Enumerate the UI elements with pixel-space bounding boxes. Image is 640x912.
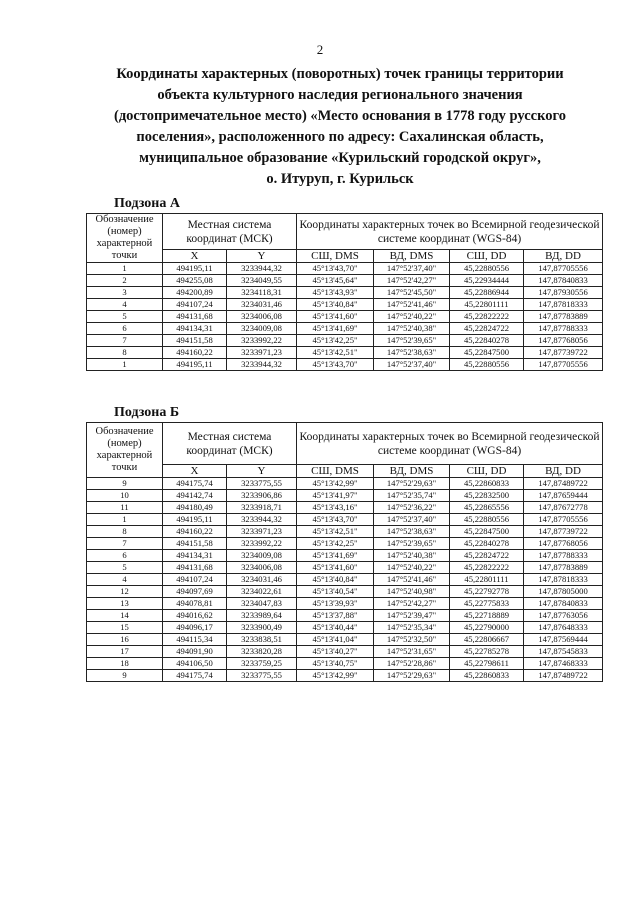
- cell-lon-dms: 147°52'39,65": [374, 538, 450, 550]
- cell-lon-dms: 147°52'45,50": [374, 287, 450, 299]
- cell-y: 3234049,55: [227, 275, 297, 287]
- header-wgs: Координаты характерных точек во Всемирной геодезической системе координат (WGS-84): [297, 423, 603, 465]
- cell-lon-dd: 147,87768056: [524, 538, 603, 550]
- cell-lon-dd: 147,87489722: [524, 478, 603, 490]
- document-title: [70, 64, 610, 190]
- cell-lon-dms: 147°52'37,40": [374, 359, 450, 371]
- cell-x: 494078,81: [163, 598, 227, 610]
- cell-lat-dd: 45,22792778: [450, 586, 524, 598]
- cell-y: 3234009,08: [227, 323, 297, 335]
- cell-point-number: 17: [87, 646, 163, 658]
- cell-x: 494131,68: [163, 562, 227, 574]
- cell-lon-dms: 147°52'38,63": [374, 347, 450, 359]
- cell-lon-dms: 147°52'37,40": [374, 263, 450, 275]
- cell-lat-dms: 45°13'37,88": [297, 610, 374, 622]
- cell-y: 3233971,23: [227, 347, 297, 359]
- subzone-a-heading: Подзона А: [114, 196, 180, 211]
- cell-x: 494195,11: [163, 263, 227, 275]
- subzone-b-table: [86, 422, 603, 682]
- table-row: [87, 586, 603, 598]
- cell-lon-dms: 147°52'40,98": [374, 586, 450, 598]
- cell-lat-dms: 45°13'41,97": [297, 490, 374, 502]
- table-row: [87, 502, 603, 514]
- cell-x: 494016,62: [163, 610, 227, 622]
- cell-point-number: 7: [87, 335, 163, 347]
- table-row: [87, 670, 603, 682]
- table-row: [87, 526, 603, 538]
- cell-lat-dms: 45°13'40,84": [297, 574, 374, 586]
- cell-point-number: 14: [87, 610, 163, 622]
- cell-point-number: 12: [87, 586, 163, 598]
- cell-lat-dd: 45,22798611: [450, 658, 524, 670]
- cell-x: 494096,17: [163, 622, 227, 634]
- cell-lon-dd: 147,87818333: [524, 299, 603, 311]
- table-row: [87, 538, 603, 550]
- cell-lat-dd: 45,22886944: [450, 287, 524, 299]
- title-line: поселения», расположенного по адресу: Сахалинская область,: [136, 129, 544, 145]
- table-row: [87, 478, 603, 490]
- table-row: [87, 275, 603, 287]
- cell-lon-dd: 147,87705556: [524, 359, 603, 371]
- cell-y: 3234022,61: [227, 586, 297, 598]
- cell-lon-dms: 147°52'40,22": [374, 311, 450, 323]
- cell-y: 3233838,51: [227, 634, 297, 646]
- title-line: (достопримечательное место) «Место основания в 1778 году русского: [114, 108, 566, 124]
- table-row: [87, 347, 603, 359]
- cell-lat-dms: 45°13'41,04": [297, 634, 374, 646]
- cell-lon-dd: 147,87739722: [524, 526, 603, 538]
- header-y: Y: [227, 465, 297, 478]
- page-number: 2: [316, 42, 324, 57]
- cell-lon-dms: 147°52'32,50": [374, 634, 450, 646]
- cell-x: 494106,50: [163, 658, 227, 670]
- cell-lat-dd: 45,22790000: [450, 622, 524, 634]
- header-lat-dd: СШ, DD: [450, 465, 524, 478]
- cell-x: 494107,24: [163, 574, 227, 586]
- cell-x: 494160,22: [163, 526, 227, 538]
- cell-y: 3233992,22: [227, 538, 297, 550]
- cell-lon-dd: 147,87659444: [524, 490, 603, 502]
- cell-y: 3233944,32: [227, 514, 297, 526]
- cell-x: 494255,08: [163, 275, 227, 287]
- cell-lat-dd: 45,22822222: [450, 562, 524, 574]
- cell-lon-dms: 147°52'39,47": [374, 610, 450, 622]
- subzone-a-rows: [87, 263, 603, 371]
- cell-lon-dd: 147,87768056: [524, 335, 603, 347]
- cell-lat-dms: 45°13'40,54": [297, 586, 374, 598]
- cell-lat-dd: 45,22847500: [450, 347, 524, 359]
- cell-y: 3233944,32: [227, 359, 297, 371]
- table-row: [87, 323, 603, 335]
- cell-x: 494180,49: [163, 502, 227, 514]
- cell-y: 3233989,64: [227, 610, 297, 622]
- header-msk: Местная система координат (МСК): [163, 423, 297, 465]
- cell-point-number: 3: [87, 287, 163, 299]
- cell-point-number: 11: [87, 502, 163, 514]
- cell-x: 494091,90: [163, 646, 227, 658]
- cell-lon-dd: 147,87569444: [524, 634, 603, 646]
- table-row: [87, 598, 603, 610]
- header-lon-dms: ВД, DMS: [374, 465, 450, 478]
- cell-lat-dd: 45,22775833: [450, 598, 524, 610]
- cell-y: 3234031,46: [227, 574, 297, 586]
- header-lat-dms: СШ, DMS: [297, 465, 374, 478]
- cell-y: 3234031,46: [227, 299, 297, 311]
- cell-lon-dms: 147°52'40,22": [374, 562, 450, 574]
- cell-lat-dd: 45,22860833: [450, 670, 524, 682]
- table-row: [87, 490, 603, 502]
- cell-point-number: 8: [87, 347, 163, 359]
- cell-x: 494134,31: [163, 323, 227, 335]
- table-row: [87, 622, 603, 634]
- cell-x: 494151,58: [163, 335, 227, 347]
- cell-lat-dd: 45,22785278: [450, 646, 524, 658]
- cell-lon-dms: 147°52'38,63": [374, 526, 450, 538]
- table-row: [87, 658, 603, 670]
- cell-lon-dms: 147°52'28,86": [374, 658, 450, 670]
- cell-lon-dd: 147,87788333: [524, 323, 603, 335]
- cell-lon-dms: 147°52'40,38": [374, 323, 450, 335]
- cell-lat-dms: 45°13'43,93": [297, 287, 374, 299]
- table-row: [87, 359, 603, 371]
- cell-lat-dd: 45,22840278: [450, 335, 524, 347]
- cell-lon-dms: 147°52'29,63": [374, 478, 450, 490]
- table-row: [87, 514, 603, 526]
- header-lon-dms: ВД, DMS: [374, 250, 450, 263]
- cell-lat-dms: 45°13'41,60": [297, 562, 374, 574]
- cell-y: 3233971,23: [227, 526, 297, 538]
- cell-lat-dd: 45,22801111: [450, 299, 524, 311]
- cell-y: 3233906,86: [227, 490, 297, 502]
- cell-lat-dms: 45°13'43,16": [297, 502, 374, 514]
- cell-lon-dd: 147,87805000: [524, 586, 603, 598]
- cell-point-number: 6: [87, 550, 163, 562]
- cell-y: 3234006,08: [227, 311, 297, 323]
- cell-lon-dd: 147,87468333: [524, 658, 603, 670]
- cell-lon-dd: 147,87763056: [524, 610, 603, 622]
- cell-lat-dms: 45°13'42,99": [297, 670, 374, 682]
- cell-x: 494195,11: [163, 359, 227, 371]
- cell-x: 494107,24: [163, 299, 227, 311]
- cell-lon-dms: 147°52'41,46": [374, 574, 450, 586]
- cell-lon-dms: 147°52'41,46": [374, 299, 450, 311]
- cell-lon-dd: 147,87788333: [524, 550, 603, 562]
- title-line: объекта культурного наследия регионального значения: [157, 87, 523, 103]
- cell-lon-dd: 147,87739722: [524, 347, 603, 359]
- table-row: [87, 574, 603, 586]
- cell-lon-dd: 147,87648333: [524, 622, 603, 634]
- header-point-number: Обозначение (номер) характерной точки: [87, 214, 163, 263]
- cell-point-number: 8: [87, 526, 163, 538]
- table-row: [87, 646, 603, 658]
- cell-lon-dms: 147°52'42,27": [374, 275, 450, 287]
- cell-lat-dd: 45,22847500: [450, 526, 524, 538]
- cell-y: 3233944,32: [227, 263, 297, 275]
- cell-point-number: 16: [87, 634, 163, 646]
- cell-lon-dms: 147°52'29,63": [374, 670, 450, 682]
- cell-lon-dms: 147°52'35,74": [374, 490, 450, 502]
- cell-lon-dms: 147°52'31,65": [374, 646, 450, 658]
- title-line: о. Итуруп, г. Курильск: [266, 171, 414, 187]
- header-lon-dd: ВД, DD: [524, 465, 603, 478]
- cell-lat-dd: 45,22822222: [450, 311, 524, 323]
- cell-lat-dms: 45°13'41,69": [297, 323, 374, 335]
- title-line: Координаты характерных (поворотных) точек границы территории: [116, 66, 564, 82]
- header-lon-dd: ВД, DD: [524, 250, 603, 263]
- cell-x: 494160,22: [163, 347, 227, 359]
- cell-x: 494097,69: [163, 586, 227, 598]
- cell-lat-dms: 45°13'43,70": [297, 359, 374, 371]
- cell-point-number: 6: [87, 323, 163, 335]
- cell-lat-dms: 45°13'42,51": [297, 526, 374, 538]
- cell-lat-dd: 45,22880556: [450, 514, 524, 526]
- table-row: [87, 263, 603, 275]
- table-row: [87, 550, 603, 562]
- cell-lat-dd: 45,22801111: [450, 574, 524, 586]
- cell-lat-dd: 45,22806667: [450, 634, 524, 646]
- cell-lon-dd: 147,87705556: [524, 263, 603, 275]
- cell-lon-dd: 147,87489722: [524, 670, 603, 682]
- table-row: [87, 311, 603, 323]
- cell-x: 494131,68: [163, 311, 227, 323]
- cell-point-number: 18: [87, 658, 163, 670]
- cell-lat-dms: 45°13'40,84": [297, 299, 374, 311]
- header-msk: Местная система координат (МСК): [163, 214, 297, 250]
- header-x: X: [163, 465, 227, 478]
- cell-lon-dd: 147,87818333: [524, 574, 603, 586]
- cell-point-number: 9: [87, 670, 163, 682]
- cell-x: 494200,89: [163, 287, 227, 299]
- cell-y: 3233759,25: [227, 658, 297, 670]
- cell-lat-dms: 45°13'39,93": [297, 598, 374, 610]
- cell-lat-dms: 45°13'40,44": [297, 622, 374, 634]
- cell-lon-dd: 147,87705556: [524, 514, 603, 526]
- cell-lat-dms: 45°13'40,27": [297, 646, 374, 658]
- cell-y: 3233900,49: [227, 622, 297, 634]
- table-row: [87, 634, 603, 646]
- cell-lat-dms: 45°13'43,70": [297, 263, 374, 275]
- cell-lon-dd: 147,87783889: [524, 311, 603, 323]
- cell-y: 3233775,55: [227, 670, 297, 682]
- cell-point-number: 15: [87, 622, 163, 634]
- cell-point-number: 4: [87, 574, 163, 586]
- cell-lon-dms: 147°52'37,40": [374, 514, 450, 526]
- cell-point-number: 13: [87, 598, 163, 610]
- cell-lat-dms: 45°13'42,25": [297, 335, 374, 347]
- cell-point-number: 10: [87, 490, 163, 502]
- table-row: [87, 562, 603, 574]
- cell-point-number: 5: [87, 562, 163, 574]
- cell-y: 3234009,08: [227, 550, 297, 562]
- cell-lon-dms: 147°52'40,38": [374, 550, 450, 562]
- cell-lon-dms: 147°52'35,34": [374, 622, 450, 634]
- cell-lon-dms: 147°52'36,22": [374, 502, 450, 514]
- table-row: [87, 299, 603, 311]
- cell-x: 494175,74: [163, 478, 227, 490]
- table-row: [87, 610, 603, 622]
- cell-x: 494142,74: [163, 490, 227, 502]
- cell-lat-dms: 45°13'43,70": [297, 514, 374, 526]
- cell-lat-dms: 45°13'41,60": [297, 311, 374, 323]
- cell-y: 3234047,83: [227, 598, 297, 610]
- header-lat-dd: СШ, DD: [450, 250, 524, 263]
- cell-x: 494115,34: [163, 634, 227, 646]
- cell-lat-dms: 45°13'45,64": [297, 275, 374, 287]
- header-y: Y: [227, 250, 297, 263]
- cell-lat-dd: 45,22832500: [450, 490, 524, 502]
- header-lat-dms: СШ, DMS: [297, 250, 374, 263]
- subzone-b-rows: [87, 478, 603, 682]
- cell-point-number: 2: [87, 275, 163, 287]
- cell-lon-dd: 147,87930556: [524, 287, 603, 299]
- cell-x: 494151,58: [163, 538, 227, 550]
- header-x: X: [163, 250, 227, 263]
- cell-lat-dd: 45,22880556: [450, 359, 524, 371]
- cell-lat-dms: 45°13'42,51": [297, 347, 374, 359]
- cell-x: 494175,74: [163, 670, 227, 682]
- cell-y: 3234006,08: [227, 562, 297, 574]
- cell-lon-dd: 147,87840833: [524, 598, 603, 610]
- cell-lat-dd: 45,22934444: [450, 275, 524, 287]
- cell-lon-dms: 147°52'39,65": [374, 335, 450, 347]
- cell-lon-dms: 147°52'42,27": [374, 598, 450, 610]
- subzone-b-heading: Подзона Б: [114, 405, 180, 420]
- header-wgs: Координаты характерных точек во Всемирной геодезической системе координат (WGS-84): [297, 214, 603, 250]
- cell-lat-dms: 45°13'41,69": [297, 550, 374, 562]
- cell-lat-dd: 45,22865556: [450, 502, 524, 514]
- cell-point-number: 1: [87, 359, 163, 371]
- cell-lat-dms: 45°13'42,25": [297, 538, 374, 550]
- cell-point-number: 7: [87, 538, 163, 550]
- cell-lat-dd: 45,22880556: [450, 263, 524, 275]
- cell-lon-dd: 147,87840833: [524, 275, 603, 287]
- title-line: муниципальное образование «Курильский городской округ»,: [139, 150, 541, 166]
- cell-y: 3233775,55: [227, 478, 297, 490]
- cell-x: 494195,11: [163, 514, 227, 526]
- header-point-number: Обозначение (номер) характерной точки: [87, 423, 163, 478]
- cell-lat-dd: 45,22824722: [450, 550, 524, 562]
- table-row: [87, 287, 603, 299]
- cell-point-number: 5: [87, 311, 163, 323]
- cell-point-number: 1: [87, 263, 163, 275]
- table-row: [87, 335, 603, 347]
- cell-lon-dd: 147,87783889: [524, 562, 603, 574]
- cell-x: 494134,31: [163, 550, 227, 562]
- cell-y: 3234118,31: [227, 287, 297, 299]
- cell-lat-dd: 45,22860833: [450, 478, 524, 490]
- cell-y: 3233992,22: [227, 335, 297, 347]
- subzone-a-table: [86, 213, 603, 371]
- cell-lon-dd: 147,87545833: [524, 646, 603, 658]
- cell-lat-dd: 45,22840278: [450, 538, 524, 550]
- cell-y: 3233918,71: [227, 502, 297, 514]
- cell-lat-dms: 45°13'42,99": [297, 478, 374, 490]
- cell-y: 3233820,28: [227, 646, 297, 658]
- cell-lon-dd: 147,87672778: [524, 502, 603, 514]
- cell-point-number: 9: [87, 478, 163, 490]
- cell-point-number: 1: [87, 514, 163, 526]
- cell-lat-dms: 45°13'40,75": [297, 658, 374, 670]
- cell-lat-dd: 45,22718889: [450, 610, 524, 622]
- cell-point-number: 4: [87, 299, 163, 311]
- cell-lat-dd: 45,22824722: [450, 323, 524, 335]
